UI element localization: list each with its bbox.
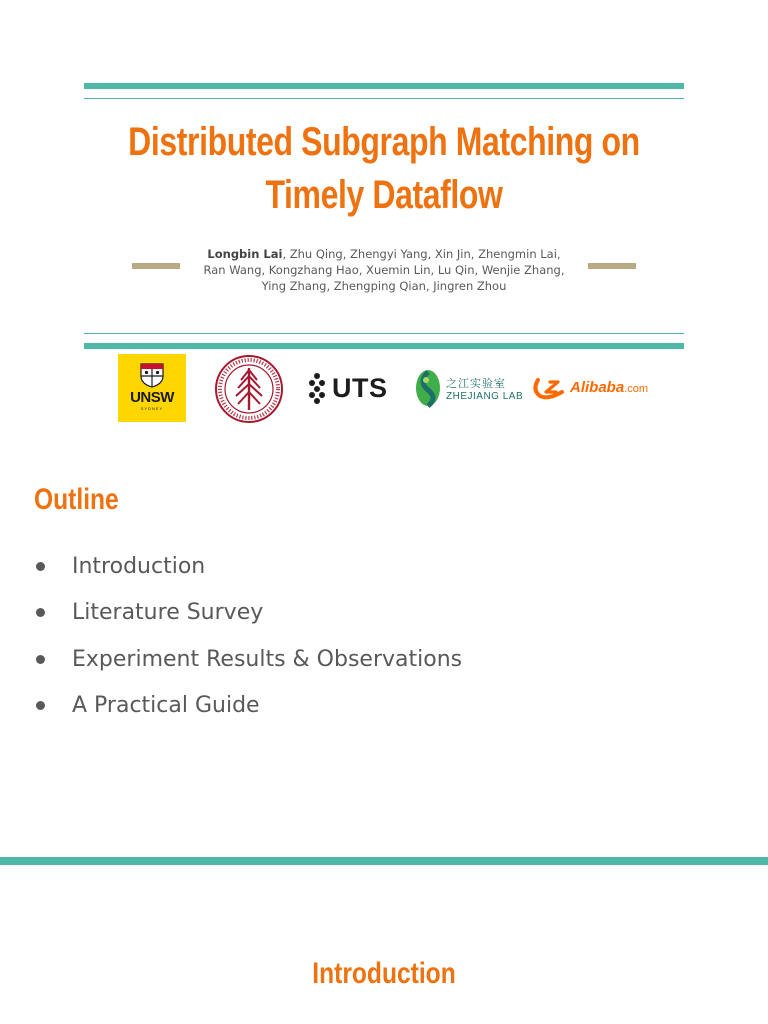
title-line-2: Timely Dataflow (265, 173, 503, 217)
alibaba-logo (532, 370, 648, 404)
ecnu-seal-icon (214, 354, 284, 424)
uts-logo (308, 368, 388, 408)
uts-mark-icon (308, 372, 326, 404)
unsw-sub: SYDNEY (140, 406, 164, 411)
list-item (36, 636, 462, 683)
outline-list (36, 543, 462, 729)
unsw-text: UNSW (130, 389, 174, 406)
bullet-icon (36, 701, 45, 710)
outline-heading: Outline (34, 483, 119, 516)
list-item (36, 683, 462, 730)
bottom-thick-rule (84, 343, 684, 349)
alibaba-smile-icon (532, 372, 568, 402)
list-item-label: Experiment Results & Observations (72, 646, 463, 672)
top-thick-rule (84, 83, 684, 89)
lead-author: Longbin Lai (207, 247, 283, 261)
list-item-label: Introduction (72, 553, 206, 579)
list-item (36, 590, 462, 637)
list-item-label: Literature Survey (72, 600, 264, 626)
left-dash (132, 263, 180, 269)
list-item (36, 543, 462, 590)
list-item-label: A Practical Guide (72, 693, 260, 719)
authors-line-1: , Zhu Qing, Zhengyi Yang, Xin Jin, Zhengmin Lai, (282, 247, 561, 261)
authors-line-2: Ran Wang, Kongzhang Hao, Xuemin Lin, Lu Qin, Wenjie Zhang, (203, 263, 565, 277)
alibaba-text: Alibaba (570, 378, 625, 396)
bullet-icon (36, 608, 45, 617)
slide-separator (0, 857, 768, 865)
author-list (196, 246, 572, 294)
alibaba-com: .com (624, 382, 649, 395)
unsw-logo (118, 354, 186, 422)
unsw-crest-icon (139, 362, 165, 388)
uts-text: UTS (332, 372, 388, 403)
bullet-icon (36, 562, 45, 571)
bullet-icon (36, 655, 45, 664)
zhejiang-en-text: ZHEJIANG LAB (446, 390, 524, 402)
right-dash (588, 263, 636, 269)
zhejiang-cn-text: 之江实验室 (446, 376, 506, 390)
authors-line-3: Ying Zhang, Zhengping Qian, Jingren Zhou (261, 279, 507, 293)
slide-title (125, 116, 643, 222)
bottom-thin-rule (84, 333, 684, 334)
title-line-1: Distributed Subgraph Matching on (128, 120, 640, 164)
introduction-heading: Introduction (312, 957, 456, 990)
zhejiang-lab-logo (414, 366, 523, 410)
zhejiang-swirl-icon (414, 368, 442, 408)
top-thin-rule (84, 98, 684, 99)
